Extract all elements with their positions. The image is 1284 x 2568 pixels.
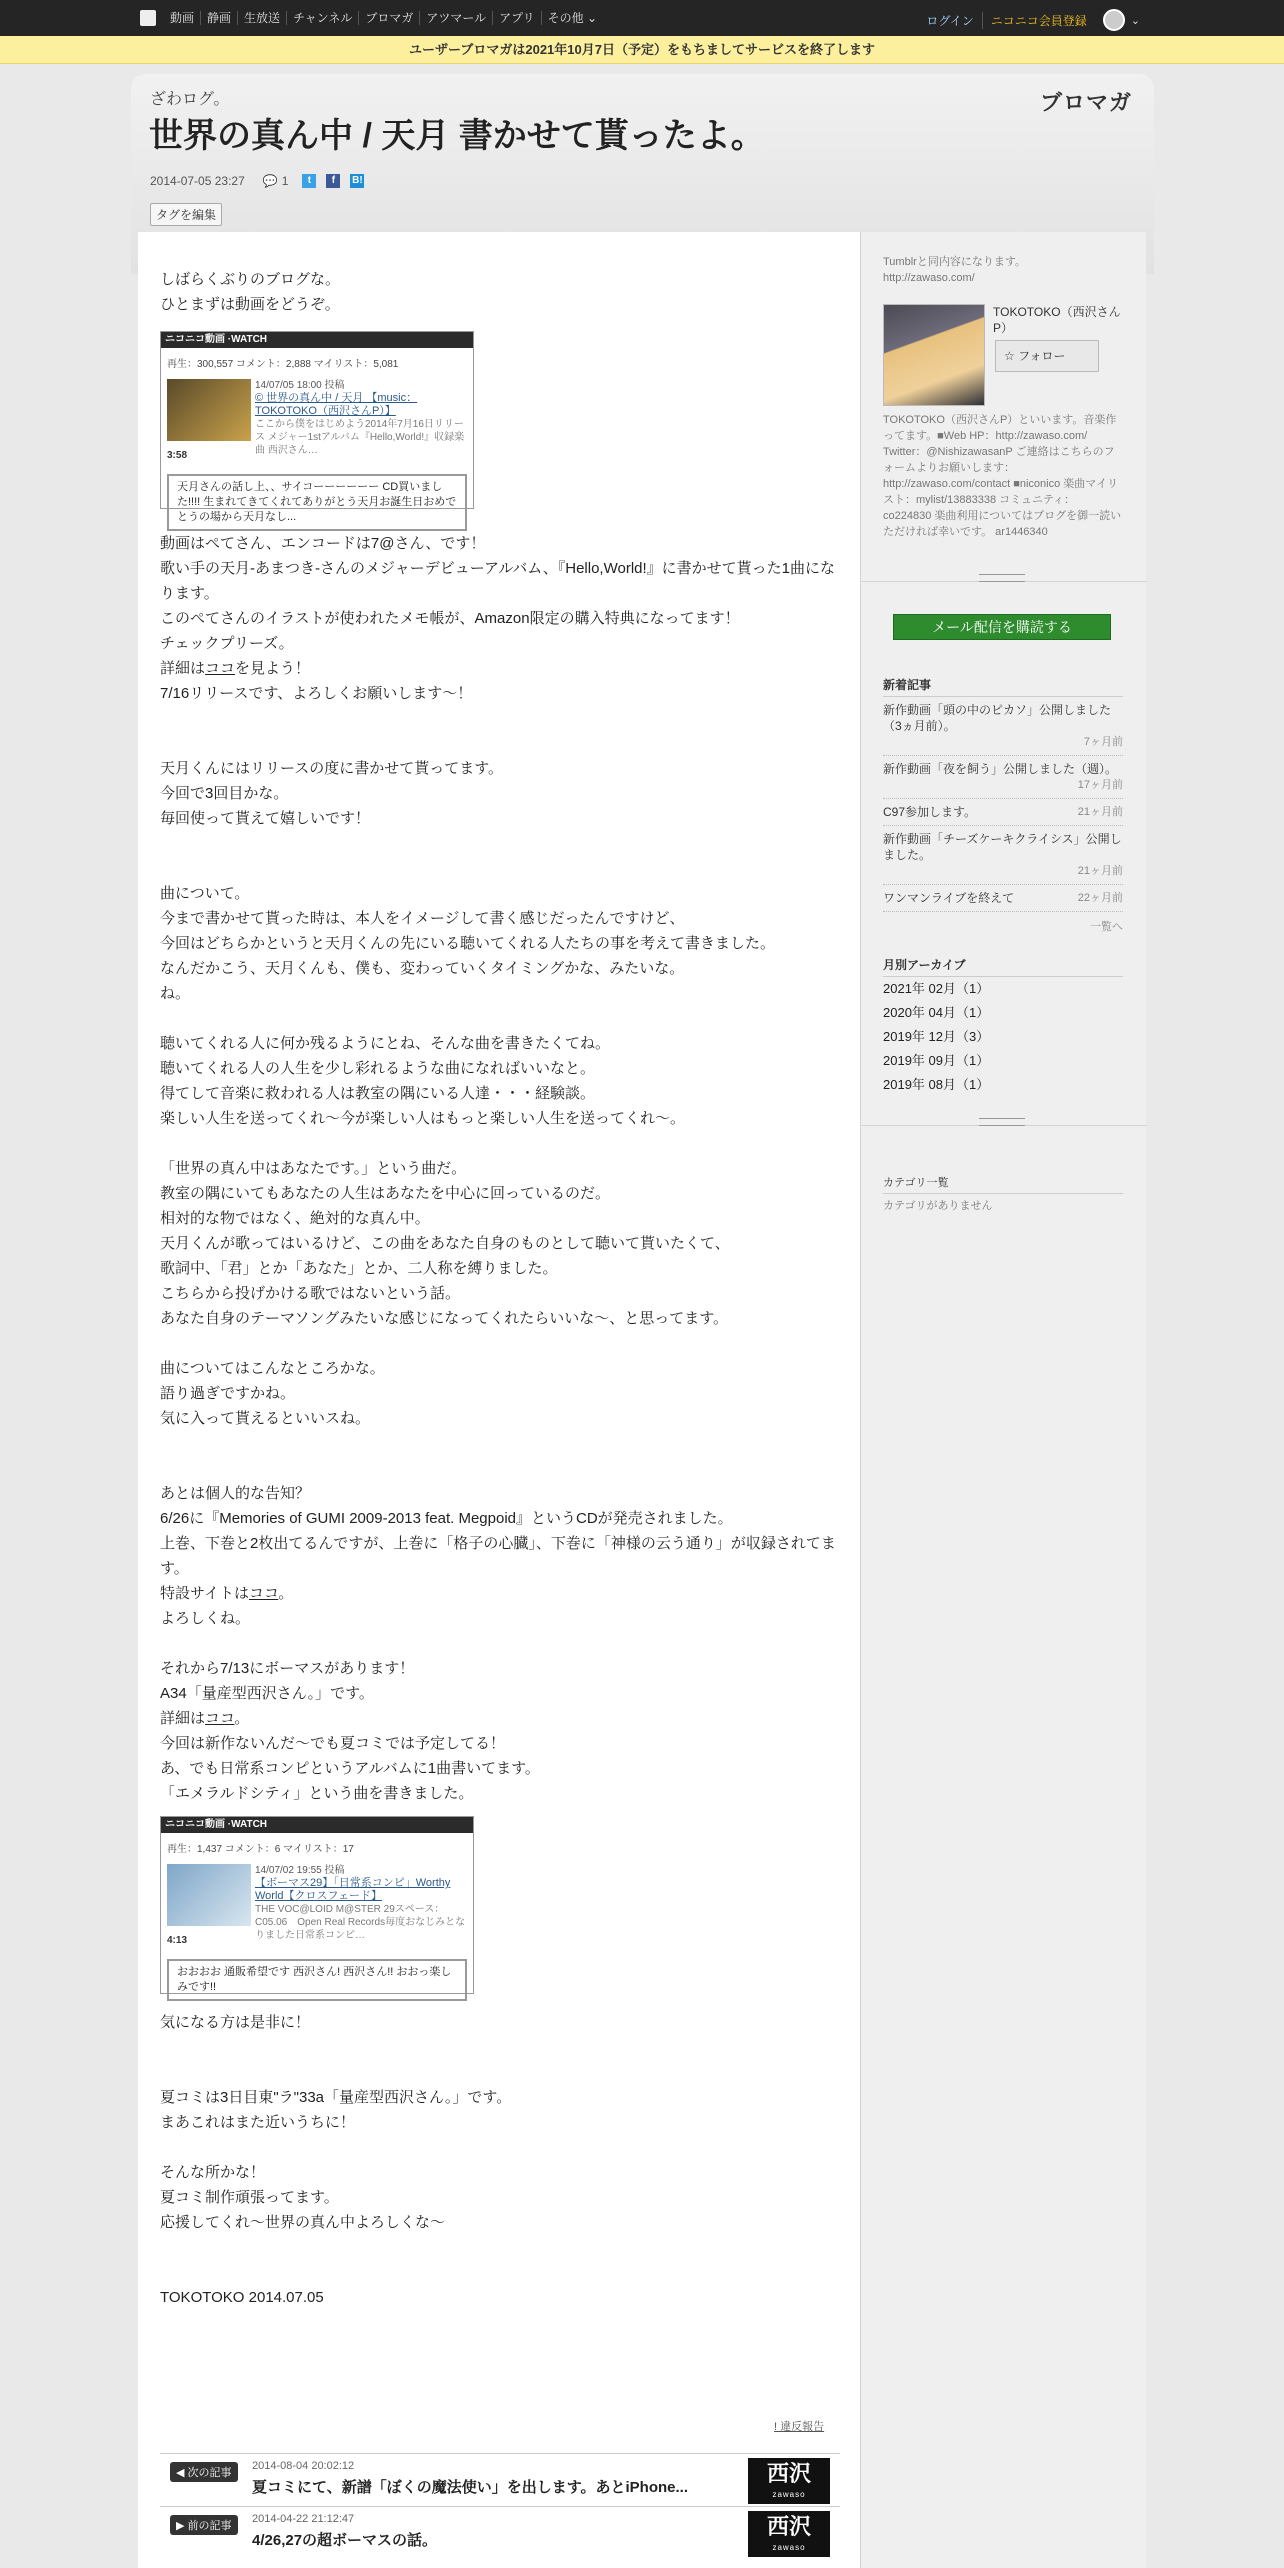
- service-end-notice: ユーザーブロマガは2021年10月7日（予定）をもちましてサービスを終了します: [0, 36, 1284, 64]
- article-paragraph: [160, 1481, 840, 1631]
- video-thumbnail[interactable]: [167, 379, 251, 441]
- follow-label: フォロー: [1018, 349, 1066, 363]
- author-bio: TOKOTOKO（西沢さんP）といいます。音楽作ってます。■Web HP：http://zawaso.com/ Twitter：@NishizawasanP ご連絡はこちらのフォームよりお願いします：http://zawaso.com/contact ■niconico 楽曲マイリスト：mylist/13883338 コミュニティ：co224830 楽曲利用についてはブログを御一読いただければ幸いです。 ar1446340: [883, 414, 1122, 538]
- embed-comment: 天月さんの話し上、、サイコーーーーーー CD買いました!!!! 生まれてきてくれてありがとう天月お誕生日おめでとうの場から天月なし...: [167, 474, 467, 531]
- new-post-title[interactable]: ワンマンライブを終えて: [883, 891, 1015, 905]
- new-posts: [883, 676, 1123, 934]
- thumb-sub: zawaso: [772, 2490, 806, 2499]
- text: 動画はぺてさん、エンコードは7@さん、です！ 歌い手の天月-あまつき-さんのメジャーデビューアルバム、『Hello,World!』に書かせて貰った1曲になります。 このぺてさんのイラストが使われたメモ帳が、Amazon限定の購入特典になってます！ チェックプリーズ。 詳細は: [160, 535, 836, 677]
- star-icon: ☆: [1004, 349, 1015, 363]
- text: あとは個人的な告知？ 6/26に『Memories of GUMI 2009-2013 feat. Megpoid』というCDが発売されました。 上巻、下巻と2枚出てるんですが、上巻に「格子の心臓」、下巻に「神様の云う通り」が収録されてます。 特設サイトは: [160, 1485, 836, 1602]
- article-paragraph: [160, 531, 840, 706]
- video-duration: 4:13: [167, 1935, 188, 1946]
- article-paragraph: 曲について。 今まで書かせて貰った時は、本人をイメージして書く感じだったんですけど、 今回はどちらかというと天月くんの先にいる聴いてくれる人たちの事を考えて書きました。 なんだかこう、天月くんも、僕も、変わっていくタイミングかな、みたいな。 ね。: [160, 885, 776, 1002]
- prev-label: 前の記事: [187, 2520, 232, 2532]
- next-article-date: 2014-08-04 20:02:12: [252, 2460, 355, 2472]
- page-title: 世界の真ん中 / 天月 書かせて貰ったよ。: [149, 117, 765, 155]
- nav-link-bromaga[interactable]: ブロマガ: [358, 11, 419, 25]
- chevron-down-icon[interactable]: ⌄: [1130, 14, 1140, 27]
- prev-article[interactable]: [160, 2506, 840, 2558]
- thumb-text: 西沢: [766, 2461, 811, 2486]
- article-paragraph: 天月くんにはリリースの度に書かせて貰ってます。 今回で3回目かな。 毎回使って貰えて嬉しいです！: [160, 760, 504, 827]
- article-column: [138, 232, 860, 2568]
- nav-link-seiga[interactable]: 静画: [200, 11, 237, 25]
- video-thumbnail[interactable]: [167, 1864, 251, 1926]
- next-article-title[interactable]: 夏コミにて、新譜「ぼくの魔法使い」を出します。あとiPhone...: [252, 2479, 689, 2496]
- blog-intro: Tumblrと同内容になります。 http://zawaso.com/: [883, 256, 1026, 284]
- text: それから7/13にボーマスがあります！ A34「量産型西沢さん。」です。 詳細は: [160, 1660, 415, 1727]
- text: 。 よろしくね。: [160, 1585, 294, 1627]
- list-item[interactable]: [883, 756, 1123, 799]
- archive-item[interactable]: 2019年 12月（3）: [883, 1029, 990, 1044]
- video-duration: 3:58: [167, 450, 188, 461]
- facebook-share-icon[interactable]: f: [326, 174, 340, 188]
- chevron-down-icon: ⌄: [587, 11, 598, 25]
- vocamas-detail-link[interactable]: ココ: [205, 1710, 235, 1727]
- grip-icon: [979, 1118, 1025, 1126]
- article-paragraph: しばらくぶりのブログな。 ひとまずは動画をどうぞ。: [160, 271, 341, 313]
- next-article-button[interactable]: ◀ 次の記事: [170, 2462, 238, 2482]
- post-meta: [150, 174, 374, 188]
- archive-item[interactable]: 2020年 04月（1）: [883, 1005, 990, 1020]
- section-heading: 月別アーカイブ: [883, 956, 1123, 977]
- special-site-link[interactable]: ココ: [248, 1585, 279, 1602]
- category-empty: カテゴリがありません: [883, 1200, 993, 1212]
- comment-count[interactable]: 1: [281, 174, 289, 188]
- nav-link-video[interactable]: 動画: [170, 11, 195, 25]
- follow-button[interactable]: [995, 340, 1099, 372]
- text: 。 今回は新作ないんだ～でも夏コミでは予定してる！ あ、でも日常系コンピというアルバムに1曲書いてます。 「エメラルドシティ」という曲を書きました。: [160, 1710, 540, 1802]
- article-paragraph: [160, 1656, 840, 1806]
- more-link[interactable]: 一覧へ: [1090, 921, 1123, 933]
- section-heading: カテゴリ一覧: [883, 1174, 1123, 1194]
- archive-item[interactable]: 2019年 08月（1）: [883, 1077, 990, 1092]
- video-description: THE VOC@LOID M@STER 29スペース：C05.06 Open Real Records毎度おなじみとなりました日常系コンピ…: [255, 1904, 466, 1941]
- author-name[interactable]: TOKOTOKO（西沢さんP）: [993, 305, 1121, 335]
- video-description: ここから僕をはじめよう2014年7月16日リリース メジャー1stアルバム『Hello,World!』収録楽曲 西沢さん…: [255, 419, 465, 456]
- text: を見よう！ 7/16リリースです、よろしくお願いします～！: [160, 660, 473, 702]
- nav-link-live[interactable]: 生放送: [237, 11, 286, 25]
- prev-article-button[interactable]: ▶ 前の記事: [170, 2515, 238, 2535]
- article-paragraph: そんな所かな！ 夏コミ制作頑張ってます。 応援してくれ～世界の真ん中よろしくな～: [160, 2164, 446, 2231]
- new-post-title[interactable]: 新作動画「チーズケーキクライシス」公開しました。: [883, 832, 1122, 862]
- comment-icon[interactable]: 💬: [262, 174, 278, 188]
- video-title-link[interactable]: © 世界の真ん中 / 天月 【music：TOKOTOKO（西沢さんP）】: [255, 392, 418, 417]
- prev-article-title[interactable]: 4/26,27の超ボーマスの話。: [252, 2532, 438, 2549]
- global-nav: [0, 0, 1284, 36]
- article-paragraph: 気になる方は是非に！: [160, 2014, 311, 2031]
- signature: TOKOTOKO 2014.07.05: [160, 2289, 324, 2306]
- author-avatar[interactable]: [883, 304, 985, 406]
- nav-link-more[interactable]: [541, 11, 603, 25]
- divider: [861, 1116, 1147, 1126]
- embed-bar: ニコニコ動画 ·WATCH: [161, 332, 473, 348]
- list-item[interactable]: [883, 697, 1123, 756]
- article-body: [160, 267, 840, 2310]
- video-embed[interactable]: [160, 331, 474, 523]
- hatena-bookmark-icon[interactable]: B!: [352, 175, 363, 186]
- embed-bar: ニコニコ動画 ·WATCH: [161, 1817, 473, 1833]
- new-post-ago: 21ヶ月前: [1077, 865, 1123, 877]
- new-post-title[interactable]: 新作動画「夜を飼う」公開しました（週）。: [883, 762, 1118, 776]
- login-link[interactable]: ログイン: [918, 12, 982, 29]
- nav-link-channel[interactable]: チャンネル: [286, 11, 358, 25]
- article-thumbnail[interactable]: [748, 2511, 830, 2557]
- thumb-text: 西沢: [766, 2514, 811, 2539]
- tag-edit-button[interactable]: タグを編集: [150, 203, 222, 226]
- archive-item[interactable]: 2021年 02月（1）: [883, 981, 990, 996]
- new-post-ago: 17ヶ月前: [1077, 779, 1123, 791]
- new-post-title[interactable]: C97参加します。: [883, 805, 977, 819]
- blog-name[interactable]: ざわログ。: [150, 91, 230, 108]
- service-links: [166, 11, 603, 25]
- nav-link-atsumaru[interactable]: アツマール: [419, 11, 492, 25]
- nav-link-app[interactable]: アプリ: [492, 11, 541, 25]
- user-avatar-icon[interactable]: [1103, 9, 1125, 31]
- prev-article-date: 2014-04-22 21:12:47: [252, 2513, 355, 2525]
- next-article[interactable]: [160, 2453, 840, 2505]
- list-item[interactable]: [883, 799, 1123, 826]
- embed-posted: 14/07/05 18:00 投稿: [255, 380, 345, 391]
- grip-icon: [979, 574, 1025, 582]
- video-title-link[interactable]: 【ボーマス29】「日常系コンピ」Worthy World【クロスフェード】: [255, 1877, 451, 1902]
- video-embed[interactable]: [160, 1816, 474, 1994]
- divider: [861, 572, 1147, 582]
- article-thumbnail[interactable]: [748, 2458, 830, 2504]
- nav-more-label: その他: [547, 11, 584, 25]
- report-link[interactable]: ! 違反報告: [774, 2421, 825, 2433]
- detail-link[interactable]: ココ: [205, 660, 236, 677]
- article-paragraph: 「世界の真ん中はあなたです。」という曲だ。 教室の隅にいてもあなたの人生はあなたを中心に回っているのだ。 相対的な物ではなく、絶対的な真ん中。 天月くんが歌ってはいるけど、この曲をあなた自身のものとして聴いて貰いたくて、 歌詞中、「君」とか「あなた」とか、二人称を縛りました。 こちらから投げかける歌ではないという話。 あなた自身のテーマソングみたいな感じになってくれたらいいな～、と思ってます。: [160, 1160, 730, 1327]
- section-heading: 新着記事: [883, 676, 1123, 697]
- new-post-ago: 7ヶ月前: [1083, 736, 1123, 748]
- new-post-title[interactable]: 新作動画「頭の中のピカソ」公開しました（3ヵ月前）。: [883, 703, 1112, 733]
- list-item[interactable]: [883, 826, 1123, 885]
- register-link[interactable]: ニコニコ会員登録: [990, 13, 1087, 28]
- post-date: 2014-07-05 23:27: [150, 174, 245, 188]
- embed-posted: 14/07/02 19:55 投稿: [255, 1865, 345, 1876]
- sidebar: [860, 232, 1146, 2568]
- next-label: 次の記事: [187, 2467, 232, 2479]
- embed-stats: 再生：300,557 コメント：2,888 マイリスト：5,081: [167, 359, 399, 370]
- niconico-logo-icon[interactable]: [140, 10, 156, 26]
- categories: [883, 1174, 1123, 1214]
- archive: [883, 956, 1123, 1097]
- new-post-ago: 22ヶ月前: [1077, 892, 1123, 904]
- mail-subscribe-button[interactable]: メール配信を購読する: [893, 614, 1111, 640]
- list-item[interactable]: [883, 885, 1123, 912]
- twitter-share-icon[interactable]: t: [302, 174, 316, 188]
- archive-item[interactable]: 2019年 09月（1）: [883, 1053, 990, 1068]
- article-paragraph: 聴いてくれる人に何か残るようにとね、そんな曲を書きたくてね。 聴いてくれる人の人生を少し彩れるような曲になればいいなと。 得てして音楽に救われる人は教室の隅にいる人達・・・経験談。 楽しい人生を送ってくれ～今が楽しい人はもっと楽しい人生を送ってくれ～。: [160, 1035, 686, 1127]
- embed-stats: 再生：1,437 コメント：6 マイリスト：17: [167, 1844, 354, 1855]
- article-paragraph: 曲についてはこんなところかな。 語り過ぎですかね。 気に入って貰えるといいスね。: [160, 1360, 385, 1427]
- thumb-sub: zawaso: [772, 2543, 806, 2552]
- new-post-ago: 21ヶ月前: [1077, 806, 1123, 818]
- article-paragraph: 夏コミは3日目東"ラ"33a「量産型西沢さん。」です。 まあこれはまた近いうちに！: [160, 2089, 512, 2131]
- embed-comment: おおおお 通販希望です 西沢さん! 西沢さん!! おおっ楽しみです!!: [167, 1959, 467, 2001]
- bromaga-logo[interactable]: ブロマガ: [1039, 90, 1132, 115]
